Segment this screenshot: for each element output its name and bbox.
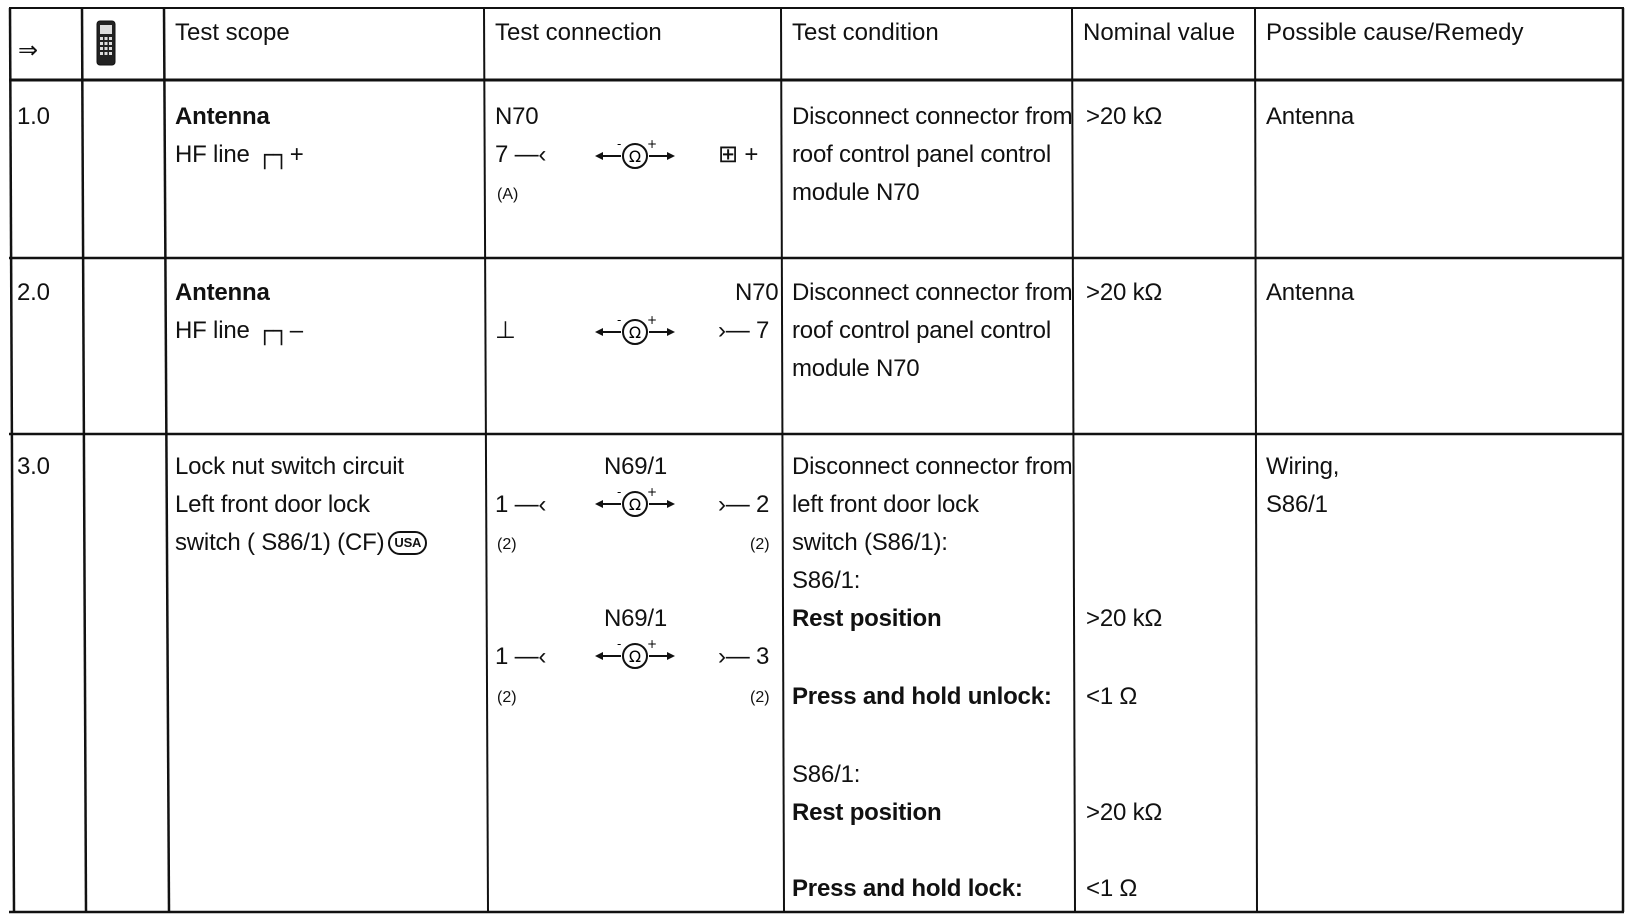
row3b-module: N69/1 bbox=[604, 605, 668, 632]
ohmmeter-icon bbox=[595, 486, 675, 520]
svg-text:-: - bbox=[617, 138, 622, 151]
svg-text:Ω: Ω bbox=[628, 495, 642, 514]
row1-cond-3: module N70 bbox=[792, 179, 920, 206]
row1-scope-line: HF line ┌┐+ bbox=[175, 141, 304, 168]
row2-scope-line: HF line ┌┐– bbox=[175, 317, 303, 344]
row3-nom-rest1: >20 kΩ bbox=[1086, 605, 1163, 632]
row3-cause-2: S86/1 bbox=[1266, 491, 1328, 518]
row1-step: 1.0 bbox=[17, 103, 50, 130]
row1-battery-plus: ⊞ + bbox=[718, 141, 759, 168]
row2-cond-2: roof control panel control bbox=[792, 317, 1051, 344]
header-test-condition: Test condition bbox=[792, 19, 939, 46]
svg-text:+: + bbox=[647, 138, 658, 151]
row3-cond-rest1: Rest position bbox=[792, 605, 942, 632]
usa-badge: USA bbox=[388, 531, 427, 555]
row3a-module: N69/1 bbox=[604, 453, 668, 480]
row1-module: N70 bbox=[495, 103, 539, 130]
svg-text:Ω: Ω bbox=[628, 647, 642, 666]
row3b-note-right: (2) bbox=[750, 689, 770, 706]
row3-nom-unlock: <1 Ω bbox=[1086, 683, 1138, 710]
svg-text:Ω: Ω bbox=[628, 323, 642, 342]
row3-cond-rest2: Rest position bbox=[792, 799, 942, 826]
row3-scope-1: Lock nut switch circuit bbox=[175, 453, 404, 480]
row3-cond-4: S86/1: bbox=[792, 567, 861, 594]
header-arrow: ⇒ bbox=[18, 37, 39, 64]
row2-cond-3: module N70 bbox=[792, 355, 920, 382]
row1-cond-2: roof control panel control bbox=[792, 141, 1051, 168]
row3-scope-3-text: switch ( S86/1) (CF) bbox=[175, 529, 385, 556]
row2-step: 2.0 bbox=[17, 279, 50, 306]
svg-text:-: - bbox=[617, 314, 622, 327]
row1-cause: Antenna bbox=[1266, 103, 1355, 130]
row3b-pin-left: 1 —‹ bbox=[495, 643, 547, 670]
row2-ground: ⊥ bbox=[495, 317, 516, 344]
svg-text:+: + bbox=[647, 638, 658, 651]
svg-text:-: - bbox=[617, 486, 622, 499]
row3-cond-3: switch (S86/1): bbox=[792, 529, 948, 556]
header-test-connection: Test connection bbox=[495, 19, 662, 46]
row3-scope-3 bbox=[175, 524, 427, 562]
row3-cond-s86: S86/1: bbox=[792, 761, 861, 788]
row3a-note-left: (2) bbox=[497, 536, 517, 553]
row3-cond-2: left front door lock bbox=[792, 491, 979, 518]
ohmmeter-icon bbox=[595, 314, 675, 348]
row2-scope-title: Antenna bbox=[175, 279, 270, 306]
row3-cond-1: Disconnect connector from bbox=[792, 453, 1073, 480]
header-nominal-value: Nominal value bbox=[1083, 19, 1236, 46]
row3-cond-lock: Press and hold lock: bbox=[792, 875, 1023, 902]
row2-nominal: >20 kΩ bbox=[1086, 279, 1163, 306]
row1-pin-left: 7 —‹ bbox=[495, 141, 547, 168]
row3b-note-left: (2) bbox=[497, 689, 517, 706]
row3-cond-unlock: Press and hold unlock: bbox=[792, 683, 1052, 710]
row3a-pin-right: ›— 2 bbox=[718, 491, 770, 518]
row2-cause: Antenna bbox=[1266, 279, 1355, 306]
header-test-scope: Test scope bbox=[175, 19, 290, 46]
header-possible-cause: Possible cause/Remedy bbox=[1266, 19, 1524, 46]
row2-pin-right: ›— 7 bbox=[718, 317, 770, 344]
svg-text:+: + bbox=[647, 314, 658, 327]
row3-cause-1: Wiring, bbox=[1266, 453, 1340, 480]
row3-nom-rest2: >20 kΩ bbox=[1086, 799, 1163, 826]
row3a-pin-left: 1 —‹ bbox=[495, 491, 547, 518]
svg-text:-: - bbox=[617, 638, 622, 651]
row1-scope-title: Antenna bbox=[175, 103, 270, 130]
row3-nom-lock: <1 Ω bbox=[1086, 875, 1138, 902]
svg-text:+: + bbox=[647, 486, 658, 499]
ohmmeter-icon bbox=[595, 138, 675, 172]
svg-text:Ω: Ω bbox=[628, 147, 642, 166]
row1-cond-1: Disconnect connector from bbox=[792, 103, 1073, 130]
row2-cond-1: Disconnect connector from bbox=[792, 279, 1073, 306]
row1-nominal: >20 kΩ bbox=[1086, 103, 1163, 130]
row1-note-left: (A) bbox=[497, 186, 519, 203]
row3a-note-right: (2) bbox=[750, 536, 770, 553]
row2-module: N70 bbox=[735, 279, 779, 306]
row3b-pin-right: ›— 3 bbox=[718, 643, 770, 670]
row3-scope-2: Left front door lock bbox=[175, 491, 370, 518]
ohmmeter-icon bbox=[595, 638, 675, 672]
phone-icon bbox=[96, 20, 116, 66]
row3-step: 3.0 bbox=[17, 453, 50, 480]
